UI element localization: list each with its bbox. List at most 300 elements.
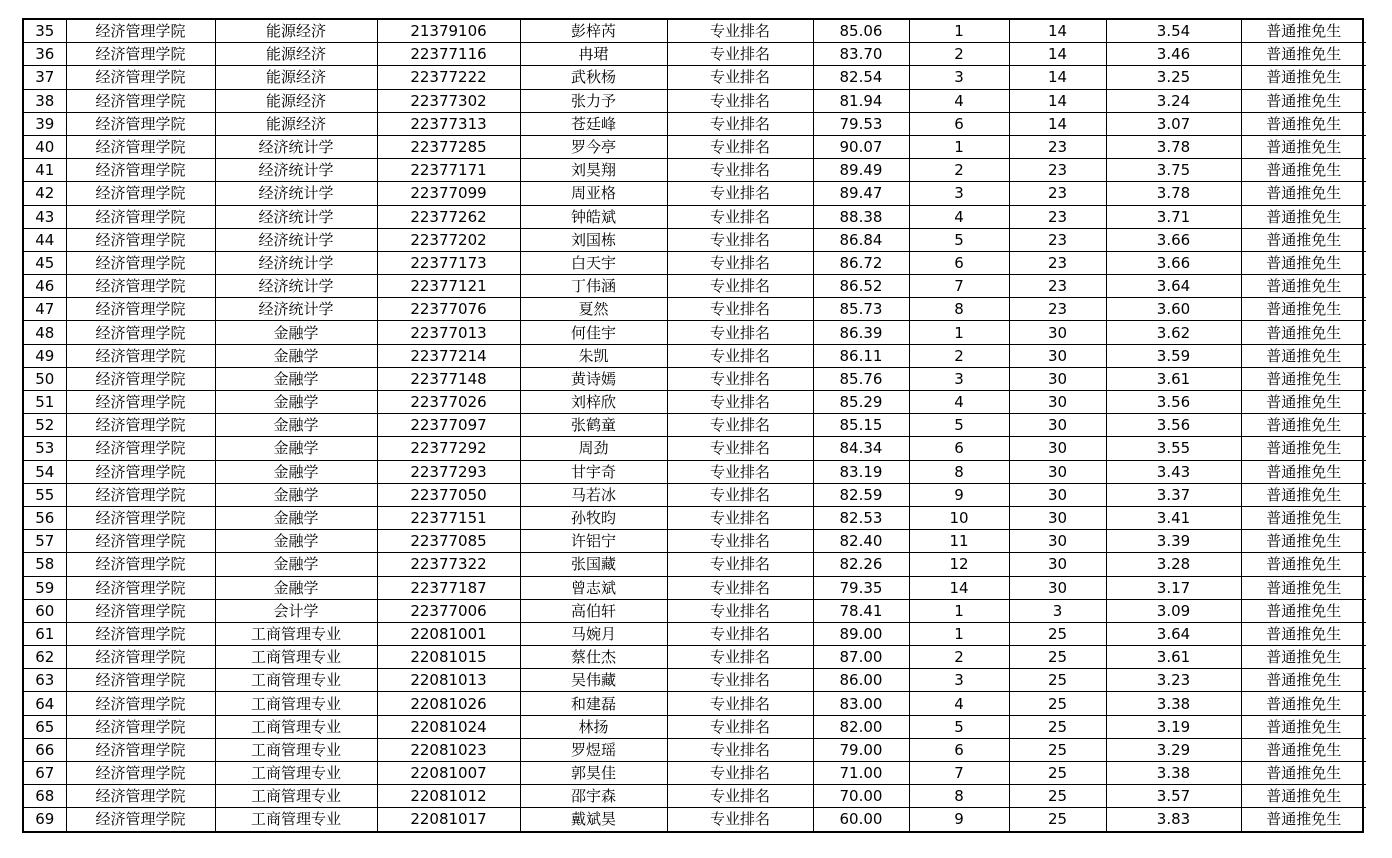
student-id-cell: 22377171 <box>377 159 520 182</box>
ranking-type-cell: 专业排名 <box>667 367 813 390</box>
gpa-cell: 3.46 <box>1106 43 1241 66</box>
row-index-cell: 46 <box>24 275 66 298</box>
ranking-type-cell: 专业排名 <box>667 20 813 43</box>
row-index-cell: 57 <box>24 530 66 553</box>
recommend-type-cell: 普通推免生 <box>1241 321 1366 344</box>
score-cell: 86.00 <box>813 669 909 692</box>
student-name-cell: 夏然 <box>520 298 667 321</box>
major-total-cell: 14 <box>1009 112 1106 135</box>
row-index-cell: 42 <box>24 182 66 205</box>
major-total-cell: 30 <box>1009 437 1106 460</box>
rank-cell: 3 <box>909 182 1009 205</box>
recommend-type-cell: 普通推免生 <box>1241 43 1366 66</box>
recommend-type-cell: 普通推免生 <box>1241 530 1366 553</box>
major-total-cell: 30 <box>1009 576 1106 599</box>
student-id-cell: 22377322 <box>377 553 520 576</box>
college-cell: 经济管理学院 <box>66 506 215 529</box>
ranking-type-cell: 专业排名 <box>667 391 813 414</box>
student-id-cell: 22377013 <box>377 321 520 344</box>
college-cell: 经济管理学院 <box>66 762 215 785</box>
table-row <box>24 43 1366 66</box>
student-id-cell: 22377214 <box>377 344 520 367</box>
gpa-cell: 3.19 <box>1106 715 1241 738</box>
score-cell: 60.00 <box>813 808 909 831</box>
student-name-cell: 马若冰 <box>520 483 667 506</box>
gpa-cell: 3.64 <box>1106 275 1241 298</box>
major-total-cell: 23 <box>1009 182 1106 205</box>
table-row <box>24 576 1366 599</box>
student-name-cell: 武秋杨 <box>520 66 667 89</box>
recommend-type-cell: 普通推免生 <box>1241 715 1366 738</box>
ranking-type-cell: 专业排名 <box>667 622 813 645</box>
college-cell: 经济管理学院 <box>66 66 215 89</box>
major-cell: 工商管理专业 <box>215 715 377 738</box>
student-id-cell: 22377173 <box>377 251 520 274</box>
gpa-cell: 3.28 <box>1106 553 1241 576</box>
student-id-cell: 22377151 <box>377 506 520 529</box>
student-id-cell: 22081026 <box>377 692 520 715</box>
ranking-type-cell: 专业排名 <box>667 808 813 831</box>
student-name-cell: 周劲 <box>520 437 667 460</box>
score-cell: 71.00 <box>813 762 909 785</box>
student-name-cell: 甘宇奇 <box>520 460 667 483</box>
student-name-cell: 罗今亭 <box>520 135 667 158</box>
student-name-cell: 彭梓芮 <box>520 20 667 43</box>
ranking-type-cell: 专业排名 <box>667 414 813 437</box>
gpa-cell: 3.71 <box>1106 205 1241 228</box>
rank-cell: 11 <box>909 530 1009 553</box>
row-index-cell: 37 <box>24 66 66 89</box>
major-cell: 能源经济 <box>215 89 377 112</box>
rank-cell: 6 <box>909 251 1009 274</box>
major-cell: 工商管理专业 <box>215 622 377 645</box>
student-name-cell: 白天宇 <box>520 251 667 274</box>
student-name-cell: 高伯轩 <box>520 599 667 622</box>
gpa-cell: 3.78 <box>1106 182 1241 205</box>
ranking-type-cell: 专业排名 <box>667 344 813 367</box>
rank-cell: 10 <box>909 506 1009 529</box>
student-id-cell: 22081023 <box>377 738 520 761</box>
student-id-cell: 22081007 <box>377 762 520 785</box>
recommend-type-cell: 普通推免生 <box>1241 205 1366 228</box>
major-cell: 工商管理专业 <box>215 808 377 831</box>
student-name-cell: 林扬 <box>520 715 667 738</box>
rank-cell: 2 <box>909 43 1009 66</box>
gpa-cell: 3.60 <box>1106 298 1241 321</box>
college-cell: 经济管理学院 <box>66 576 215 599</box>
student-id-cell: 22081013 <box>377 669 520 692</box>
student-id-cell: 22377293 <box>377 460 520 483</box>
table-row <box>24 205 1366 228</box>
gpa-cell: 3.55 <box>1106 437 1241 460</box>
table-row <box>24 599 1366 622</box>
major-total-cell: 25 <box>1009 715 1106 738</box>
major-total-cell: 14 <box>1009 43 1106 66</box>
rank-cell: 5 <box>909 414 1009 437</box>
student-name-cell: 和建磊 <box>520 692 667 715</box>
rank-cell: 3 <box>909 66 1009 89</box>
score-cell: 83.00 <box>813 692 909 715</box>
major-cell: 工商管理专业 <box>215 646 377 669</box>
table-row <box>24 762 1366 785</box>
student-id-cell: 22377292 <box>377 437 520 460</box>
score-cell: 86.84 <box>813 228 909 251</box>
table-row <box>24 228 1366 251</box>
recommend-type-cell: 普通推免生 <box>1241 506 1366 529</box>
row-index-cell: 55 <box>24 483 66 506</box>
major-cell: 能源经济 <box>215 112 377 135</box>
student-name-cell: 邵宇森 <box>520 785 667 808</box>
student-id-cell: 22081017 <box>377 808 520 831</box>
row-index-cell: 59 <box>24 576 66 599</box>
student-name-cell: 许铝宁 <box>520 530 667 553</box>
row-index-cell: 54 <box>24 460 66 483</box>
gpa-cell: 3.07 <box>1106 112 1241 135</box>
rank-cell: 2 <box>909 646 1009 669</box>
row-index-cell: 35 <box>24 20 66 43</box>
student-id-cell: 22377302 <box>377 89 520 112</box>
score-cell: 86.39 <box>813 321 909 344</box>
recommend-type-cell: 普通推免生 <box>1241 622 1366 645</box>
table-row <box>24 483 1366 506</box>
major-cell: 经济统计学 <box>215 251 377 274</box>
table-row <box>24 646 1366 669</box>
recommend-type-cell: 普通推免生 <box>1241 159 1366 182</box>
rank-cell: 3 <box>909 367 1009 390</box>
score-cell: 79.53 <box>813 112 909 135</box>
college-cell: 经济管理学院 <box>66 646 215 669</box>
recommend-type-cell: 普通推免生 <box>1241 646 1366 669</box>
row-index-cell: 51 <box>24 391 66 414</box>
gpa-cell: 3.38 <box>1106 692 1241 715</box>
student-id-cell: 22081015 <box>377 646 520 669</box>
rank-cell: 6 <box>909 738 1009 761</box>
row-index-cell: 49 <box>24 344 66 367</box>
major-cell: 经济统计学 <box>215 159 377 182</box>
ranking-type-cell: 专业排名 <box>667 437 813 460</box>
score-cell: 89.00 <box>813 622 909 645</box>
student-name-cell: 蔡仕杰 <box>520 646 667 669</box>
major-total-cell: 23 <box>1009 205 1106 228</box>
student-name-cell: 刘昊翔 <box>520 159 667 182</box>
gpa-cell: 3.23 <box>1106 669 1241 692</box>
table-body <box>24 20 1366 831</box>
ranking-type-cell: 专业排名 <box>667 460 813 483</box>
student-name-cell: 刘梓欣 <box>520 391 667 414</box>
score-cell: 70.00 <box>813 785 909 808</box>
college-cell: 经济管理学院 <box>66 669 215 692</box>
major-cell: 金融学 <box>215 460 377 483</box>
major-total-cell: 30 <box>1009 414 1106 437</box>
table-row <box>24 553 1366 576</box>
rank-cell: 1 <box>909 622 1009 645</box>
ranking-type-cell: 专业排名 <box>667 159 813 182</box>
row-index-cell: 45 <box>24 251 66 274</box>
table-row <box>24 460 1366 483</box>
rank-cell: 7 <box>909 762 1009 785</box>
student-id-cell: 22377099 <box>377 182 520 205</box>
major-total-cell: 3 <box>1009 599 1106 622</box>
table-row <box>24 89 1366 112</box>
recommend-type-cell: 普通推免生 <box>1241 20 1366 43</box>
row-index-cell: 62 <box>24 646 66 669</box>
table-row <box>24 414 1366 437</box>
gpa-cell: 3.64 <box>1106 622 1241 645</box>
recommend-type-cell: 普通推免生 <box>1241 599 1366 622</box>
major-cell: 工商管理专业 <box>215 762 377 785</box>
major-total-cell: 30 <box>1009 506 1106 529</box>
ranking-type-cell: 专业排名 <box>667 715 813 738</box>
table-row <box>24 367 1366 390</box>
major-total-cell: 30 <box>1009 530 1106 553</box>
college-cell: 经济管理学院 <box>66 785 215 808</box>
college-cell: 经济管理学院 <box>66 692 215 715</box>
recommend-type-cell: 普通推免生 <box>1241 344 1366 367</box>
table-row <box>24 808 1366 831</box>
major-cell: 能源经济 <box>215 20 377 43</box>
college-cell: 经济管理学院 <box>66 437 215 460</box>
major-cell: 经济统计学 <box>215 275 377 298</box>
row-index-cell: 63 <box>24 669 66 692</box>
score-cell: 84.34 <box>813 437 909 460</box>
ranking-type-cell: 专业排名 <box>667 275 813 298</box>
major-cell: 金融学 <box>215 437 377 460</box>
score-cell: 86.11 <box>813 344 909 367</box>
rank-cell: 7 <box>909 275 1009 298</box>
ranking-type-cell: 专业排名 <box>667 692 813 715</box>
row-index-cell: 36 <box>24 43 66 66</box>
major-cell: 金融学 <box>215 483 377 506</box>
table-row <box>24 622 1366 645</box>
major-cell: 金融学 <box>215 506 377 529</box>
rank-cell: 4 <box>909 205 1009 228</box>
recommend-type-cell: 普通推免生 <box>1241 367 1366 390</box>
score-cell: 85.06 <box>813 20 909 43</box>
student-name-cell: 张国藏 <box>520 553 667 576</box>
row-index-cell: 56 <box>24 506 66 529</box>
student-name-cell: 刘国栋 <box>520 228 667 251</box>
row-index-cell: 40 <box>24 135 66 158</box>
table-row <box>24 692 1366 715</box>
gpa-cell: 3.78 <box>1106 135 1241 158</box>
table-row <box>24 344 1366 367</box>
major-cell: 经济统计学 <box>215 298 377 321</box>
major-cell: 会计学 <box>215 599 377 622</box>
student-id-cell: 22377187 <box>377 576 520 599</box>
recommend-type-cell: 普通推免生 <box>1241 576 1366 599</box>
student-id-cell: 22377121 <box>377 275 520 298</box>
rank-cell: 8 <box>909 460 1009 483</box>
score-cell: 82.54 <box>813 66 909 89</box>
ranking-type-cell: 专业排名 <box>667 205 813 228</box>
college-cell: 经济管理学院 <box>66 112 215 135</box>
college-cell: 经济管理学院 <box>66 159 215 182</box>
major-total-cell: 14 <box>1009 89 1106 112</box>
row-index-cell: 67 <box>24 762 66 785</box>
ranking-type-cell: 专业排名 <box>667 762 813 785</box>
major-cell: 金融学 <box>215 553 377 576</box>
ranking-type-cell: 专业排名 <box>667 135 813 158</box>
row-index-cell: 65 <box>24 715 66 738</box>
rank-cell: 6 <box>909 112 1009 135</box>
recommend-type-cell: 普通推免生 <box>1241 437 1366 460</box>
rank-cell: 4 <box>909 692 1009 715</box>
recommend-type-cell: 普通推免生 <box>1241 553 1366 576</box>
major-total-cell: 23 <box>1009 135 1106 158</box>
major-total-cell: 30 <box>1009 460 1106 483</box>
student-name-cell: 马婉月 <box>520 622 667 645</box>
rank-cell: 6 <box>909 437 1009 460</box>
student-id-cell: 22081001 <box>377 622 520 645</box>
major-total-cell: 25 <box>1009 738 1106 761</box>
row-index-cell: 58 <box>24 553 66 576</box>
ranking-type-cell: 专业排名 <box>667 506 813 529</box>
rank-cell: 9 <box>909 483 1009 506</box>
recommend-type-cell: 普通推免生 <box>1241 112 1366 135</box>
rank-cell: 1 <box>909 135 1009 158</box>
major-cell: 金融学 <box>215 391 377 414</box>
major-total-cell: 30 <box>1009 553 1106 576</box>
college-cell: 经济管理学院 <box>66 298 215 321</box>
student-id-cell: 22377202 <box>377 228 520 251</box>
major-total-cell: 23 <box>1009 228 1106 251</box>
table-row <box>24 112 1366 135</box>
row-index-cell: 64 <box>24 692 66 715</box>
score-cell: 82.40 <box>813 530 909 553</box>
student-id-cell: 22377116 <box>377 43 520 66</box>
gpa-cell: 3.66 <box>1106 228 1241 251</box>
row-index-cell: 39 <box>24 112 66 135</box>
college-cell: 经济管理学院 <box>66 321 215 344</box>
score-cell: 88.38 <box>813 205 909 228</box>
table-row <box>24 182 1366 205</box>
recommend-type-cell: 普通推免生 <box>1241 391 1366 414</box>
score-cell: 79.35 <box>813 576 909 599</box>
gpa-cell: 3.61 <box>1106 367 1241 390</box>
major-cell: 工商管理专业 <box>215 692 377 715</box>
score-cell: 86.52 <box>813 275 909 298</box>
table-row <box>24 669 1366 692</box>
student-id-cell: 22081024 <box>377 715 520 738</box>
college-cell: 经济管理学院 <box>66 89 215 112</box>
gpa-cell: 3.61 <box>1106 646 1241 669</box>
row-index-cell: 44 <box>24 228 66 251</box>
ranking-type-cell: 专业排名 <box>667 553 813 576</box>
student-id-cell: 22377006 <box>377 599 520 622</box>
rank-cell: 8 <box>909 298 1009 321</box>
college-cell: 经济管理学院 <box>66 228 215 251</box>
major-cell: 能源经济 <box>215 66 377 89</box>
gpa-cell: 3.59 <box>1106 344 1241 367</box>
rank-cell: 5 <box>909 228 1009 251</box>
table-row <box>24 20 1366 43</box>
college-cell: 经济管理学院 <box>66 20 215 43</box>
recommend-type-cell: 普通推免生 <box>1241 228 1366 251</box>
table-row <box>24 437 1366 460</box>
rank-cell: 8 <box>909 785 1009 808</box>
rank-cell: 4 <box>909 89 1009 112</box>
recommend-type-cell: 普通推免生 <box>1241 66 1366 89</box>
table-row <box>24 785 1366 808</box>
recommend-type-cell: 普通推免生 <box>1241 808 1366 831</box>
college-cell: 经济管理学院 <box>66 414 215 437</box>
gpa-cell: 3.54 <box>1106 20 1241 43</box>
college-cell: 经济管理学院 <box>66 205 215 228</box>
major-total-cell: 30 <box>1009 483 1106 506</box>
table-row <box>24 298 1366 321</box>
recommend-type-cell: 普通推免生 <box>1241 135 1366 158</box>
major-total-cell: 25 <box>1009 808 1106 831</box>
ranking-type-cell: 专业排名 <box>667 112 813 135</box>
student-id-cell: 22377222 <box>377 66 520 89</box>
major-cell: 金融学 <box>215 530 377 553</box>
student-name-cell: 朱凯 <box>520 344 667 367</box>
student-id-cell: 21379106 <box>377 20 520 43</box>
major-cell: 经济统计学 <box>215 182 377 205</box>
rank-cell: 2 <box>909 159 1009 182</box>
table-row <box>24 251 1366 274</box>
major-total-cell: 25 <box>1009 692 1106 715</box>
major-cell: 金融学 <box>215 576 377 599</box>
gpa-cell: 3.29 <box>1106 738 1241 761</box>
rank-cell: 12 <box>909 553 1009 576</box>
gpa-cell: 3.38 <box>1106 762 1241 785</box>
gpa-cell: 3.57 <box>1106 785 1241 808</box>
recommend-type-cell: 普通推免生 <box>1241 414 1366 437</box>
major-total-cell: 23 <box>1009 251 1106 274</box>
student-id-cell: 22377076 <box>377 298 520 321</box>
recommend-type-cell: 普通推免生 <box>1241 785 1366 808</box>
student-name-cell: 黄诗嫣 <box>520 367 667 390</box>
table-row <box>24 530 1366 553</box>
college-cell: 经济管理学院 <box>66 808 215 831</box>
rank-cell: 1 <box>909 20 1009 43</box>
score-cell: 87.00 <box>813 646 909 669</box>
score-cell: 78.41 <box>813 599 909 622</box>
major-cell: 工商管理专业 <box>215 785 377 808</box>
student-id-cell: 22377262 <box>377 205 520 228</box>
score-cell: 89.47 <box>813 182 909 205</box>
table-row <box>24 391 1366 414</box>
college-cell: 经济管理学院 <box>66 715 215 738</box>
ranking-type-cell: 专业排名 <box>667 43 813 66</box>
major-total-cell: 30 <box>1009 321 1106 344</box>
student-name-cell: 罗煜瑶 <box>520 738 667 761</box>
score-cell: 89.49 <box>813 159 909 182</box>
gpa-cell: 3.56 <box>1106 391 1241 414</box>
student-name-cell: 苍廷峰 <box>520 112 667 135</box>
row-index-cell: 68 <box>24 785 66 808</box>
college-cell: 经济管理学院 <box>66 738 215 761</box>
ranking-type-cell: 专业排名 <box>667 89 813 112</box>
recommend-type-cell: 普通推免生 <box>1241 251 1366 274</box>
major-total-cell: 23 <box>1009 275 1106 298</box>
score-cell: 85.29 <box>813 391 909 414</box>
ranking-type-cell: 专业排名 <box>667 599 813 622</box>
recommend-type-cell: 普通推免生 <box>1241 692 1366 715</box>
ranking-type-cell: 专业排名 <box>667 182 813 205</box>
gpa-cell: 3.43 <box>1106 460 1241 483</box>
student-id-cell: 22377148 <box>377 367 520 390</box>
score-cell: 82.26 <box>813 553 909 576</box>
ranking-type-cell: 专业排名 <box>667 646 813 669</box>
ranking-type-cell: 专业排名 <box>667 298 813 321</box>
college-cell: 经济管理学院 <box>66 275 215 298</box>
score-cell: 85.15 <box>813 414 909 437</box>
major-total-cell: 25 <box>1009 622 1106 645</box>
college-cell: 经济管理学院 <box>66 460 215 483</box>
ranking-type-cell: 专业排名 <box>667 785 813 808</box>
